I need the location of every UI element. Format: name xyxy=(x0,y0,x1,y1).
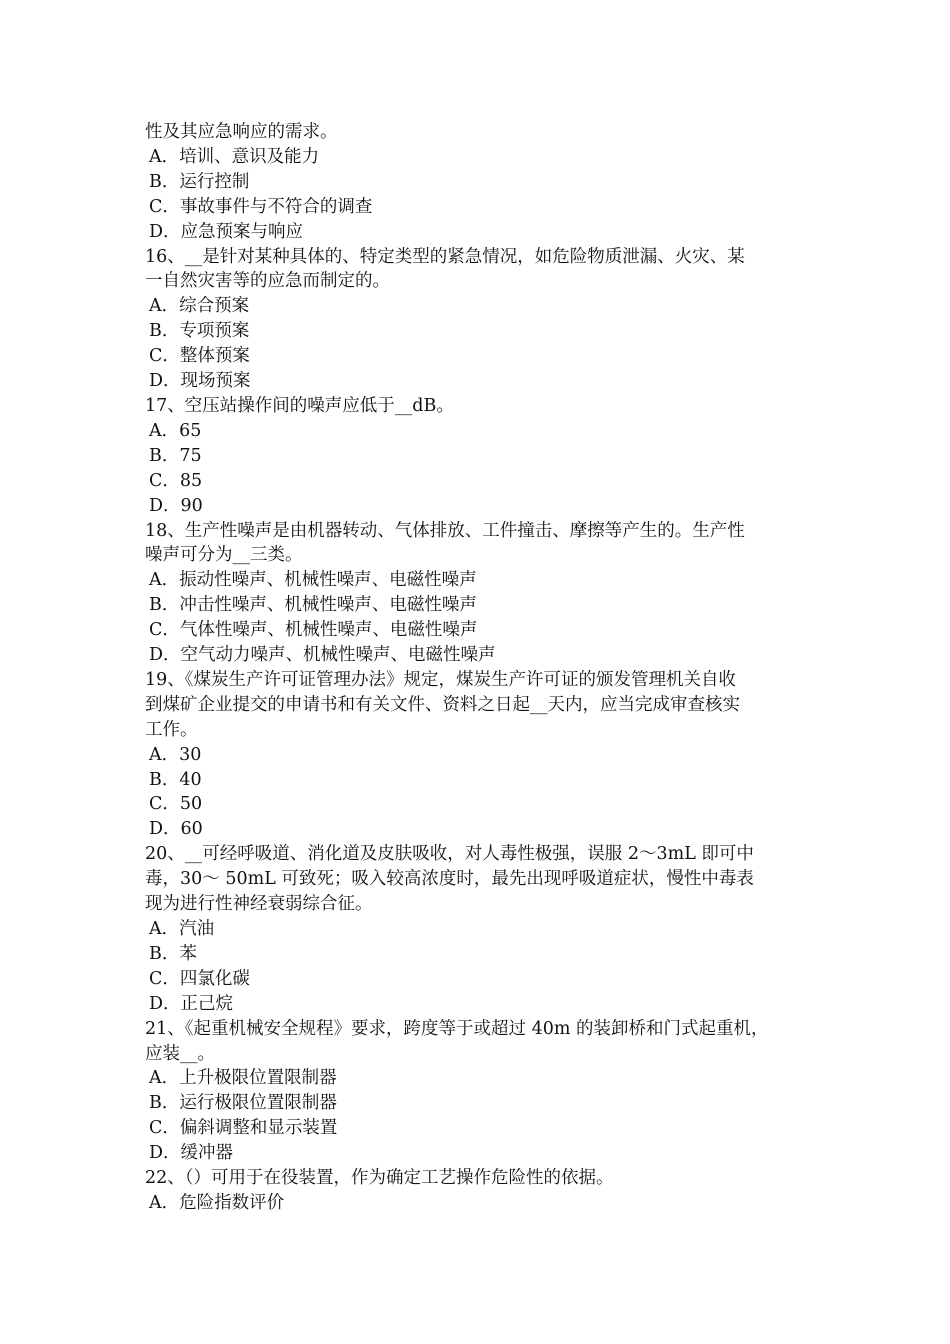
option-c: C．85 xyxy=(149,470,203,491)
option-a: A．汽油 xyxy=(149,919,215,939)
option-c: C．事故事件与不符合的调查 xyxy=(149,196,373,217)
option-b: B．专项预案 xyxy=(149,321,250,342)
question-text: 性及其应急响应的需求。 xyxy=(145,122,338,142)
option-a: A．上升极限位置限制器 xyxy=(149,1068,337,1089)
option-a: A．65 xyxy=(149,420,202,441)
document-page xyxy=(145,120,825,1216)
question-22-text: 22、（）可用于在役装置，作为确定工艺操作危险性的依据。 xyxy=(145,1168,614,1189)
question-19-text: 19、《煤炭生产许可证管理办法》规定，煤炭生产许可证的颁发管理机关自收 xyxy=(145,669,737,690)
question-18-text-cont: 噪声可分为__三类。 xyxy=(145,545,303,566)
option-d: D．缓冲器 xyxy=(149,1143,234,1164)
option-b: B．冲击性噪声、机械性噪声、电磁性噪声 xyxy=(149,595,477,616)
question-21-text-cont: 应装__。 xyxy=(145,1043,215,1064)
question-16-text: 16、__是针对某种具体的、特定类型的紧急情况，如危险物质泄漏、火灾、某 xyxy=(145,246,745,267)
option-c: C．四氯化碳 xyxy=(149,968,250,989)
question-19-text-cont: 到煤矿企业提交的申请书和有关文件、资料之日起__天内，应当完成审查核实 xyxy=(145,694,740,715)
question-17-text: 17、空压站操作间的噪声应低于__dB。 xyxy=(145,395,454,416)
option-c: C．气体性噪声、机械性噪声、电磁性噪声 xyxy=(149,620,478,641)
option-d: D．空气动力噪声、机械性噪声、电磁性噪声 xyxy=(149,645,496,666)
option-a: A．危险指数评价 xyxy=(149,1192,285,1213)
option-b: B．运行控制 xyxy=(149,171,250,192)
option-d: D．正己烷 xyxy=(149,993,234,1014)
question-16-text-cont: 一自然灾害等的应急而制定的。 xyxy=(145,271,390,292)
option-a: A．培训、意识及能力 xyxy=(149,146,320,167)
option-b: B．75 xyxy=(149,445,202,466)
option-a: A．综合预案 xyxy=(149,296,250,317)
option-c: C．50 xyxy=(149,794,203,815)
question-20-text: 20、__可经呼吸道、消化道及皮肤吸收，对人毒性极强，误服 2～3mL 即可中 xyxy=(145,844,754,865)
option-c: C．偏斜调整和显示装置 xyxy=(149,1118,338,1139)
question-18-text: 18、生产性噪声是由机器转动、气体排放、工件撞击、摩擦等产生的。生产性 xyxy=(145,520,745,541)
option-d: D．应急预案与响应 xyxy=(149,221,304,242)
option-a: A．30 xyxy=(149,744,202,765)
option-d: D．现场预案 xyxy=(149,371,251,392)
option-c: C．整体预案 xyxy=(149,346,250,367)
question-20-text-cont: 毒，30～ 50mL 可致死；吸入较高浓度时，最先出现呼吸道症状，慢性中毒表 xyxy=(145,869,754,890)
question-20-text-cont: 现为进行性神经衰弱综合征。 xyxy=(145,894,373,915)
question-19-text-cont: 工作。 xyxy=(145,719,198,740)
option-d: D．90 xyxy=(149,495,203,516)
option-b: B．运行极限位置限制器 xyxy=(149,1093,337,1114)
option-d: D．60 xyxy=(149,819,203,840)
question-21-text: 21、《起重机械安全规程》要求，跨度等于或超过 40m 的装卸桥和门式起重机， xyxy=(145,1018,769,1039)
option-b: B．40 xyxy=(149,769,202,790)
option-b: B．苯 xyxy=(149,943,197,964)
option-a: A．振动性噪声、机械性噪声、电磁性噪声 xyxy=(149,570,477,591)
